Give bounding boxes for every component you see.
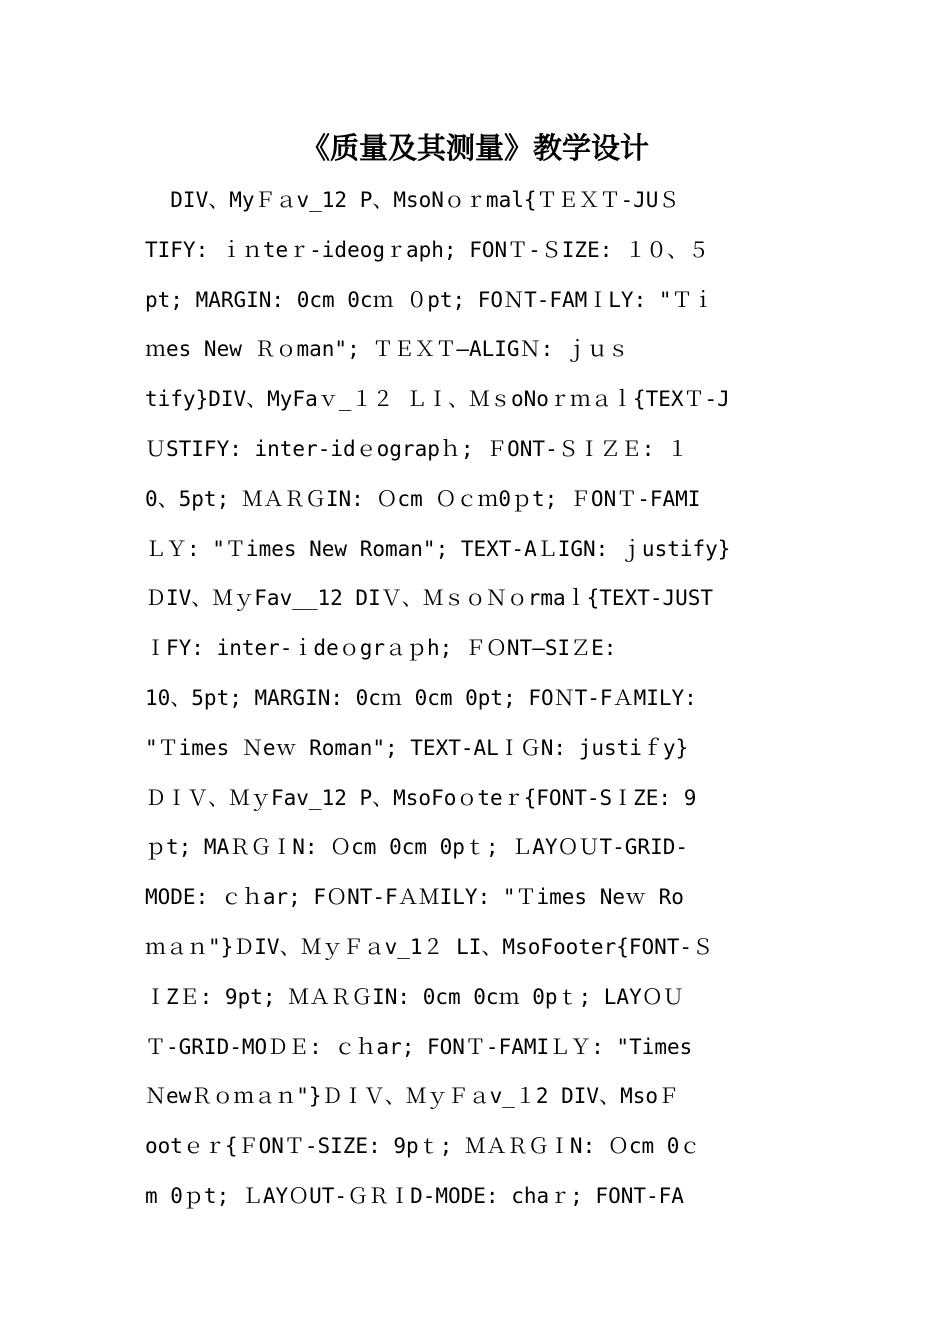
- body-text-line: TIFY: ｉｎteｒ-ideogｒaph; FONＴ-ＳIZE: １０、５: [145, 237, 710, 262]
- body-text-line: ＤIV、ＭｙFav__12 DIＶ、ＭｓｏＮｏrmaｌ{TEXT-JUST: [145, 586, 714, 611]
- body-text-line: MODE: ｃｈar; FＯNT-FＡＭILY: "Ｔimes Neｗ Ro: [145, 885, 684, 910]
- body-text-line: ＤＩＶ、ＭｙFav_12 P、MsoFoｏteｒ{FONT-SＩZE: 9: [145, 785, 697, 810]
- body-text-line: ｐt; MAＲＧＩN: Ｏcm 0cm 0pｔ; ＬAYＯＵT-GRID-: [145, 835, 689, 860]
- body-text-line: m 0ｐt; ＬAYＯUT-ＧＲＩD-MODE: chaｒ; FONT-FA: [145, 1183, 684, 1208]
- body-text-line: ＩZＥ: 9pt; ＭＡＲＧIN: 0cm 0cｍ 0pｔ; LAYＯＵ: [145, 984, 684, 1009]
- body-text-line: ｍａｎ"}ＤIV、ＭｙＦａv_1２ LI、MsoFooter{FONT-Ｓ: [145, 934, 714, 959]
- body-text-line: ＮewＲｏｍａｎ"}ＤＩＶ、ＭｙＦａv_１2 DIV、MsoＦ: [145, 1084, 680, 1109]
- document-title: 《质量及其测量》教学设计: [300, 131, 649, 165]
- body-text-line: ｍes New Ｒｏman"; ＴＥＸＴ—ALIGＮ: ｊｕｓ: [145, 337, 629, 362]
- body-text-line: ＬＹ: "Ｔimes New Roman"; TEXT-AＬIGN: ｊustify}: [145, 536, 731, 561]
- body-text-line: ＵSTIFY: inter-idｅograpｈ; ＦONT-ＳＩＺＥ: １: [145, 436, 689, 461]
- body-text-line: "Ｔimes Ｎeｗ Roman"; TEXT-ALＩＧN: justiｆy}: [145, 735, 689, 760]
- body-text-line: pt; MARGIN: 0cm 0cｍ ０pt; FOＮT-FAMＩLY: "Ｔｉ: [145, 287, 714, 312]
- body-text-line: 0、5pt; ＭＡＲＧIN: Ｏcm Ｏｃｍ0ｐt; ＦONＴ-FAMI: [145, 486, 701, 511]
- body-text-line: tify}DIV、MyFaｖ_１２ ＬＩ、ＭｓoNoｒｍａｌ{TEXＴ-J: [145, 387, 730, 412]
- body-text-line: ootｅｒ{ＦONＴ-SIZE: 9pｔ; ＭＡＲＧＩN: Ｏcm 0ｃ: [145, 1134, 701, 1159]
- body-text-line: ＩFY: inter-ｉdeｏgrａｐh; ＦＯNT—SIＺE:: [145, 636, 617, 661]
- body-text-line: DIV、MyＦａv_12 P、MsoNｏｒmal{ＴＥＸＴ-JUＳ: [145, 188, 680, 212]
- body-text-line: Ｔ-GRID-MOＤＥ: ｃｈar; FONＴ-FAMIＬＹ: "Times: [145, 1034, 693, 1059]
- body-text-line: 10、5pt; MARGIN: 0cｍ 0cm 0pt; FOＮT-FＡMILY:: [145, 685, 697, 710]
- document-body: [145, 180, 810, 1226]
